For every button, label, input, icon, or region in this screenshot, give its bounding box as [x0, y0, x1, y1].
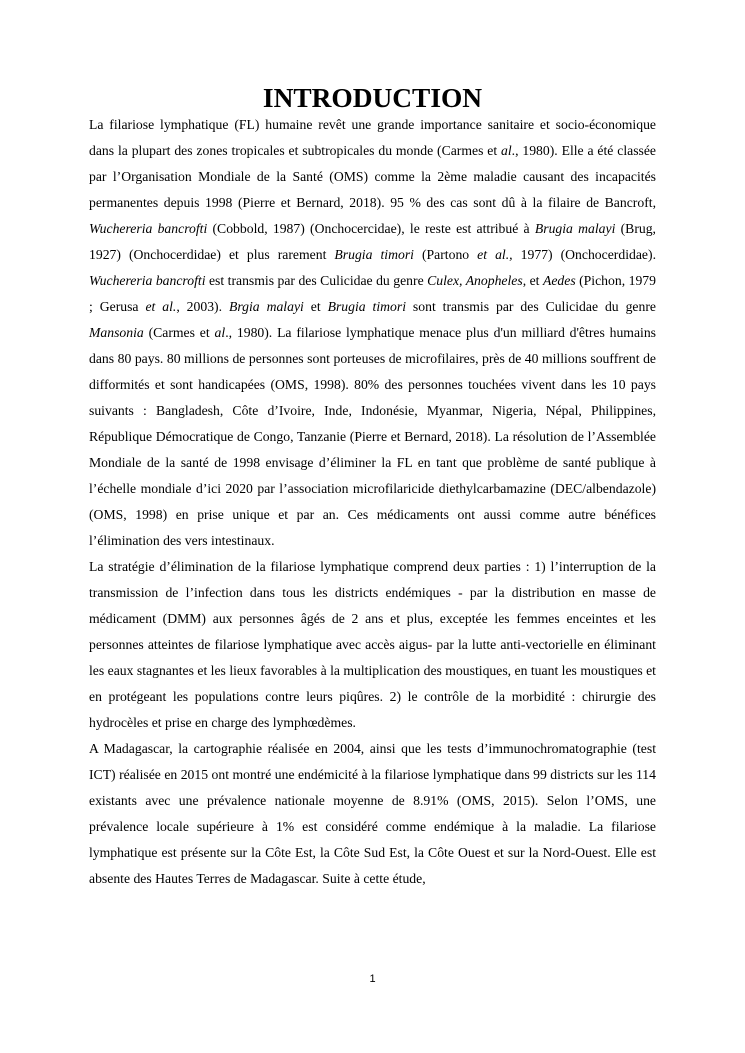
paragraph-2 — [89, 554, 656, 736]
italic-text-run: Aedes — [542, 273, 576, 288]
text-run: 1977) (Onchocerdidae). — [512, 247, 656, 262]
italic-text-run: Wuchereria bancrofti — [89, 273, 206, 288]
page-number: 1 — [369, 973, 376, 985]
document-body — [89, 83, 656, 892]
italic-text-run: Wuchereria bancrofti — [89, 221, 208, 236]
text-run: sont transmis par des Culicidae du genre — [406, 299, 656, 314]
paragraph-1 — [89, 112, 656, 554]
italic-text-run: Brgia malayi — [228, 299, 304, 314]
italic-text-run: al — [501, 143, 512, 158]
text-run: , 2003). — [176, 299, 229, 314]
text-run: La stratégie d’élimination de la filariose lymphatique comprend deux parties : 1) l’interruption de la transmission de l’infection dans tous les districts endémiques - par la distribution en masse de médicament (DMM) aux personnes âgés de 2 ans et plus, exceptée les femmes enceintes et les personnes atteintes de filariose lymphatique avec accès aigus- par la lutte anti-vectorielle en éliminant les eaux stagnantes et les lieux favorables à la multiplication des moustiques, en tuant les moustiques et en protégeant les populations contre leurs piqûres. 2) le contrôle de la morbidité : chirurgie des hydrocèles et prise en charge des lymphœdèmes. — [89, 559, 656, 730]
text-run: (Cobbold, 1987) (Onchocercidae), le reste est attribué à — [207, 221, 535, 236]
text-run: (Carmes et — [143, 325, 215, 340]
text-run: La filariose lymphatique (FL) humaine revêt une grande importance sanitaire et socio-économique dans la plupart des zones tropicales et subtropicales du monde (Carmes et — [89, 117, 656, 158]
text-run: (Pichon, 1979 ; Gerusa — [89, 273, 656, 314]
text-run: (Partono — [413, 247, 478, 262]
italic-text-run: Mansonia — [89, 325, 144, 340]
page-title: INTRODUCTION — [262, 83, 483, 113]
italic-text-run: al — [214, 325, 226, 340]
italic-text-run: Brugia timori — [334, 247, 414, 262]
text-run: ., 1980). Elle a été classée par l’Organisation Mondiale de la Santé (OMS) comme la 2ème maladie causant des incapacités permanentes depuis 1998 (Pierre et Bernard, 2018). 95 % des cas sont dû à la filaire de Bancroft, — [89, 143, 656, 210]
italic-text-run: et al. — [145, 299, 177, 314]
text-run: , et — [522, 273, 543, 288]
text-run: ., 1980). La filariose lymphatique menace plus d'un milliard d'êtres humains dans 80 pays. 80 millions de personnes sont porteuses de microfilaires, près de 40 millions souffrent de difformités et sont handicapées (OMS, 1998). 80% des personnes touchées vivent dans les 10 pays suivants : Bangladesh, Côte d’Ivoire, Inde, Indonésie, Myanmar, Nigeria, Népal, Philippines, République Démocratique de Congo, Tanzanie (Pierre et Bernard, 2018). La résolution de l’Assemblée Mondiale de la santé de 1998 envisage d’éliminer la FL en tant que problème de santé publique à l’échelle mondiale d’ici 2020 par l’association microfilaricide diethylcarbamazine (DEC/albendazole) (OMS, 1998) en prise unique et par an. Ces médicaments ont aussi comme autre bénéfices l’élimination des vers intestinaux. — [89, 325, 656, 548]
text-run: (Brug, 1927) (Onchocerdidae) et plus rarement — [89, 221, 656, 262]
italic-text-run: Culex, Anopheles — [427, 273, 523, 288]
paragraph-3 — [89, 736, 656, 892]
italic-text-run: Brugia timori — [327, 299, 406, 314]
text-run: A Madagascar, la cartographie réalisée en 2004, ainsi que les tests d’immunochromatographie (test ICT) réalisée en 2015 ont montré une endémicité à la filariose lymphatique dans 99 districts sur les 114 existants avec une prévalence nationale moyenne de 8.91% (OMS, 2015). Selon l’OMS, une prévalence locale supérieure à 1% est considéré comme endémique à la maladie. La filariose lymphatique est présente sur la Côte Est, la Côte Sud Est, la Côte Ouest et sur la Nord-Ouest. Elle est absente des Hautes Terres de Madagascar. Suite à cette étude, — [89, 741, 656, 886]
text-run: et — [303, 299, 328, 314]
text-run: est transmis par des Culicidae du genre — [205, 273, 428, 288]
italic-text-run: et al., — [477, 247, 513, 262]
italic-text-run: Brugia malayi — [534, 221, 616, 236]
